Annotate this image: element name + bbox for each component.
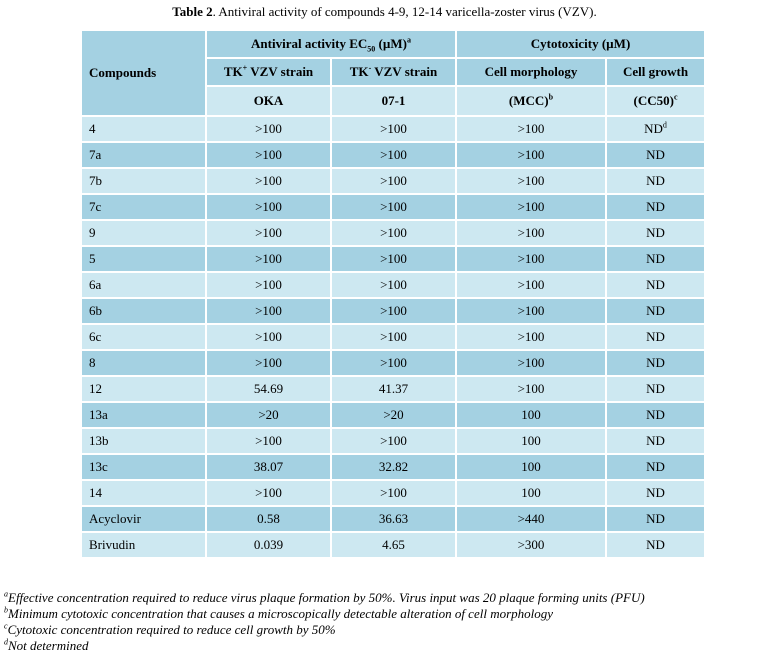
antiviral-label: Antiviral activity EC — [251, 36, 368, 51]
cell-compound: 13b — [81, 428, 206, 454]
cell-mcc: >100 — [456, 168, 606, 194]
cell-tk-pos: >100 — [206, 142, 331, 168]
cell-tk-neg: >100 — [331, 246, 456, 272]
cell-cc50: ND — [606, 272, 705, 298]
table-body — [81, 116, 705, 558]
tk-neg-sup: - — [368, 63, 372, 73]
cell-tk-pos: >100 — [206, 428, 331, 454]
cell-cc50: ND — [606, 428, 705, 454]
cell-mcc: 100 — [456, 480, 606, 506]
cell-tk-pos: 0.58 — [206, 506, 331, 532]
cell-tk-pos: >100 — [206, 350, 331, 376]
footnotes — [4, 590, 645, 654]
table-label: Table 2 — [172, 4, 213, 19]
cell-mcc: >100 — [456, 298, 606, 324]
cell-cc50: ND — [606, 402, 705, 428]
tk-pos-suffix: VZV strain — [247, 64, 314, 79]
table-row — [81, 324, 705, 350]
cell-compound: 7a — [81, 142, 206, 168]
cc50-value-sup: d — [662, 120, 667, 130]
table-row — [81, 402, 705, 428]
table-row — [81, 246, 705, 272]
cell-compound: 8 — [81, 350, 206, 376]
cell-tk-neg: >100 — [331, 220, 456, 246]
cell-compound: 13a — [81, 402, 206, 428]
header-cell-morphology: Cell morphology — [456, 58, 606, 86]
cell-tk-neg: >100 — [331, 324, 456, 350]
table-row — [81, 142, 705, 168]
cell-tk-neg: >100 — [331, 428, 456, 454]
tk-pos-sup: + — [242, 63, 248, 73]
header-compounds: Compounds — [81, 30, 206, 116]
cell-tk-neg: >100 — [331, 272, 456, 298]
cc50-value: ND — [644, 121, 663, 136]
header-cytotoxicity: Cytotoxicity (µM) — [456, 30, 705, 58]
table-row — [81, 168, 705, 194]
table-row — [81, 428, 705, 454]
cell-compound: Brivudin — [81, 532, 206, 558]
cell-compound: 7c — [81, 194, 206, 220]
footnote-text: Minimum cytotoxic concentration that causes a microscopically detectable alteration of cell morphology — [8, 606, 554, 621]
cell-tk-neg: 36.63 — [331, 506, 456, 532]
table-row — [81, 116, 705, 142]
cell-tk-neg: 4.65 — [331, 532, 456, 558]
cell-cc50: ND — [606, 480, 705, 506]
cell-tk-pos: >100 — [206, 480, 331, 506]
footnote-text: Cytotoxic concentration required to reduce cell growth by 50% — [7, 622, 336, 637]
footnote-c — [4, 622, 645, 638]
antiviral-footnote-mark: a — [406, 35, 411, 45]
cell-tk-neg: >100 — [331, 194, 456, 220]
cell-mcc: >100 — [456, 116, 606, 142]
cell-tk-pos: >20 — [206, 402, 331, 428]
footnote-d — [4, 638, 645, 654]
cell-cc50: ND — [606, 350, 705, 376]
footnote-text: Not determined — [8, 638, 89, 653]
cell-tk-pos: >100 — [206, 246, 331, 272]
cell-mcc: >100 — [456, 376, 606, 402]
table-row — [81, 220, 705, 246]
cell-mcc: 100 — [456, 454, 606, 480]
cell-compound: 7b — [81, 168, 206, 194]
cell-cc50: ND — [606, 376, 705, 402]
cell-mcc: >100 — [456, 246, 606, 272]
cell-mcc: >440 — [456, 506, 606, 532]
tk-pos-label: TK — [223, 64, 243, 79]
table-row — [81, 272, 705, 298]
cell-cc50: ND — [606, 298, 705, 324]
caption-text: . Antiviral activity of compounds 4-9, 12-14 varicella-zoster virus (VZV). — [212, 4, 597, 19]
tk-neg-suffix: VZV strain — [371, 64, 438, 79]
table-row — [81, 532, 705, 558]
mcc-footnote-mark: b — [548, 92, 554, 102]
cell-tk-neg: >100 — [331, 116, 456, 142]
footnote-mark: a — [4, 589, 8, 599]
table-caption — [0, 4, 769, 20]
cell-mcc: >100 — [456, 272, 606, 298]
cell-cc50: ND — [606, 324, 705, 350]
cell-tk-neg: 32.82 — [331, 454, 456, 480]
cell-compound: 4 — [81, 116, 206, 142]
table-header — [81, 30, 705, 116]
cell-cc50: ND — [606, 454, 705, 480]
header-07-1: 07-1 — [331, 86, 456, 116]
table-row — [81, 194, 705, 220]
cell-compound: 5 — [81, 246, 206, 272]
footnote-a — [4, 590, 645, 606]
footnote-mark: b — [4, 605, 8, 615]
antiviral-subscript: 50 — [367, 44, 376, 54]
footnote-b — [4, 606, 645, 622]
header-cell-growth: Cell growth — [606, 58, 705, 86]
cell-cc50: ND — [606, 194, 705, 220]
cell-tk-neg: >100 — [331, 298, 456, 324]
cell-tk-pos: 38.07 — [206, 454, 331, 480]
antiviral-unit: (µM) — [375, 36, 407, 51]
cell-tk-pos: 54.69 — [206, 376, 331, 402]
cell-mcc: >100 — [456, 142, 606, 168]
cell-mcc: >100 — [456, 220, 606, 246]
header-row-1 — [81, 30, 705, 58]
cell-tk-neg: >100 — [331, 168, 456, 194]
table-row — [81, 454, 705, 480]
table-row — [81, 480, 705, 506]
cell-tk-neg: 41.37 — [331, 376, 456, 402]
cell-compound: 6c — [81, 324, 206, 350]
cell-compound: 9 — [81, 220, 206, 246]
header-antiviral-activity — [206, 30, 456, 58]
cell-tk-pos: >100 — [206, 194, 331, 220]
antiviral-table — [80, 29, 706, 559]
cell-compound: 13c — [81, 454, 206, 480]
cell-tk-neg: >100 — [331, 142, 456, 168]
cc50-label: (CC50) — [633, 93, 674, 108]
cell-mcc: >100 — [456, 350, 606, 376]
header-mcc — [456, 86, 606, 116]
cell-compound: 14 — [81, 480, 206, 506]
footnote-mark: c — [4, 621, 8, 631]
cell-mcc: >100 — [456, 324, 606, 350]
cell-mcc: >300 — [456, 532, 606, 558]
footnote-text: Effective concentration required to reduce virus plaque formation by 50%. Virus input was 20 plaque forming units (PFU) — [8, 590, 645, 605]
cell-tk-pos: >100 — [206, 220, 331, 246]
cc50-footnote-mark: c — [673, 92, 678, 102]
cell-cc50: ND — [606, 532, 705, 558]
cell-compound: 6a — [81, 272, 206, 298]
cell-cc50: ND — [606, 220, 705, 246]
cell-cc50: ND — [606, 142, 705, 168]
table-row — [81, 298, 705, 324]
cell-mcc: 100 — [456, 428, 606, 454]
cell-compound: 6b — [81, 298, 206, 324]
table-row — [81, 506, 705, 532]
cell-compound: 12 — [81, 376, 206, 402]
cell-tk-pos: >100 — [206, 168, 331, 194]
cell-tk-neg: >100 — [331, 480, 456, 506]
cell-tk-neg: >100 — [331, 350, 456, 376]
header-cc50 — [606, 86, 705, 116]
tk-neg-label: TK — [349, 64, 369, 79]
header-tk-pos — [206, 58, 331, 86]
cell-tk-pos: >100 — [206, 272, 331, 298]
cell-tk-neg: >20 — [331, 402, 456, 428]
mcc-label: (MCC) — [508, 93, 549, 108]
cell-cc50: ND — [606, 246, 705, 272]
cell-cc50 — [606, 116, 705, 142]
table-row — [81, 350, 705, 376]
header-tk-neg — [331, 58, 456, 86]
cell-tk-pos: >100 — [206, 298, 331, 324]
cell-cc50: ND — [606, 506, 705, 532]
cell-tk-pos: >100 — [206, 116, 331, 142]
cell-mcc: 100 — [456, 402, 606, 428]
footnote-mark: d — [4, 637, 8, 647]
cell-mcc: >100 — [456, 194, 606, 220]
table-row — [81, 376, 705, 402]
cell-tk-pos: 0.039 — [206, 532, 331, 558]
header-oka: OKA — [206, 86, 331, 116]
cell-cc50: ND — [606, 168, 705, 194]
cell-tk-pos: >100 — [206, 324, 331, 350]
cell-compound: Acyclovir — [81, 506, 206, 532]
